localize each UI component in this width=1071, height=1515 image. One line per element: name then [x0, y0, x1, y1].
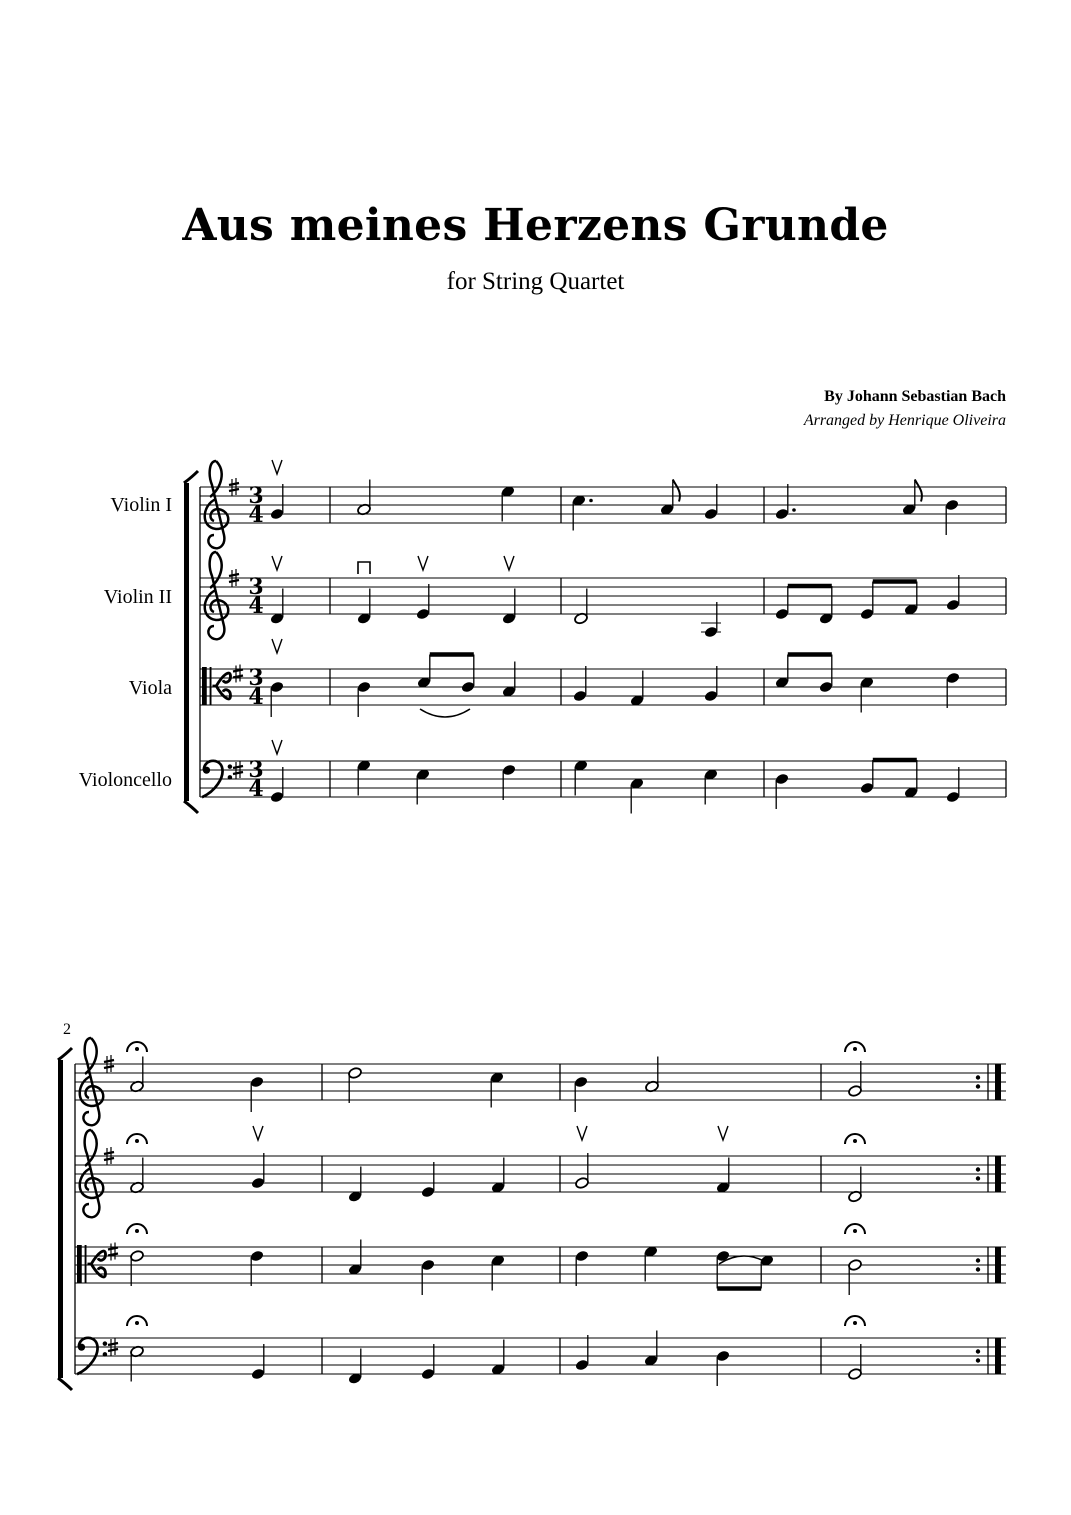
bracket-curl — [184, 471, 198, 483]
system-2 — [58, 1038, 1006, 1390]
eighth-flag — [673, 480, 680, 502]
up-bow-icon — [418, 556, 428, 570]
time-signature-bottom: 4 — [248, 776, 264, 802]
bracket-curl — [58, 1048, 72, 1060]
bracket-curl — [58, 1378, 72, 1390]
alto-clef-icon — [77, 1245, 106, 1283]
down-bow-icon — [358, 562, 370, 574]
up-bow-icon — [253, 1126, 263, 1140]
augmentation-dot — [792, 508, 796, 512]
time-signature-top: 3 — [248, 665, 264, 691]
slur — [420, 709, 470, 717]
repeat-dot — [976, 1167, 980, 1171]
key-sharp-icon — [108, 1243, 118, 1261]
augmentation-dot — [589, 499, 593, 503]
eighth-flag — [915, 480, 922, 502]
final-barline — [995, 1247, 1001, 1283]
time-signature-top: 3 — [248, 574, 264, 600]
final-barline — [995, 1156, 1001, 1192]
repeat-dot — [976, 1084, 980, 1088]
up-bow-icon — [577, 1126, 587, 1140]
repeat-dot — [976, 1258, 980, 1262]
alto-clef-icon — [202, 667, 231, 705]
time-signature-bottom: 4 — [248, 684, 264, 710]
system-bracket — [184, 483, 189, 801]
fermata-icon — [845, 1134, 865, 1144]
repeat-dot — [976, 1267, 980, 1271]
fermata-icon — [845, 1042, 865, 1052]
time-signature-bottom: 4 — [248, 593, 264, 619]
time-signature-bottom: 4 — [248, 502, 264, 528]
up-bow-icon — [272, 639, 282, 653]
composer-credit: By Johann Sebastian Bach — [824, 388, 1006, 405]
up-bow-icon — [504, 556, 514, 570]
system-bracket — [58, 1060, 63, 1378]
up-bow-icon — [718, 1126, 728, 1140]
piece-title: Aus meines Herzens Grunde — [182, 200, 889, 251]
time-signature-top: 3 — [248, 483, 264, 509]
measure-number: 2 — [63, 1021, 71, 1038]
up-bow-icon — [272, 460, 282, 474]
repeat-dot — [976, 1349, 980, 1353]
instrument-label-viola: Viola — [128, 677, 172, 699]
fermata-icon — [845, 1224, 865, 1234]
repeat-dot — [976, 1176, 980, 1180]
time-signature-top: 3 — [248, 757, 264, 783]
final-barline — [995, 1064, 1001, 1100]
fermata-icon — [127, 1316, 147, 1326]
piece-subtitle: for String Quartet — [446, 268, 625, 295]
fermata-icon — [845, 1316, 865, 1326]
system-1 — [184, 460, 1006, 814]
instrument-label-violoncello: Violoncello — [78, 769, 172, 791]
fermata-icon — [127, 1134, 147, 1144]
up-bow-icon — [272, 740, 282, 754]
instrument-label-violin-2: Violin II — [103, 586, 172, 608]
arranger-credit: Arranged by Henrique Oliveira — [803, 412, 1006, 429]
final-barline — [995, 1338, 1001, 1374]
bracket-curl — [184, 801, 198, 813]
instrument-label-violin-1: Violin I — [110, 494, 172, 516]
key-sharp-icon — [233, 665, 243, 683]
repeat-dot — [976, 1358, 980, 1362]
up-bow-icon — [272, 556, 282, 570]
fermata-icon — [127, 1224, 147, 1234]
fermata-icon — [127, 1042, 147, 1052]
repeat-dot — [976, 1075, 980, 1079]
instrument-labels — [79, 494, 172, 791]
